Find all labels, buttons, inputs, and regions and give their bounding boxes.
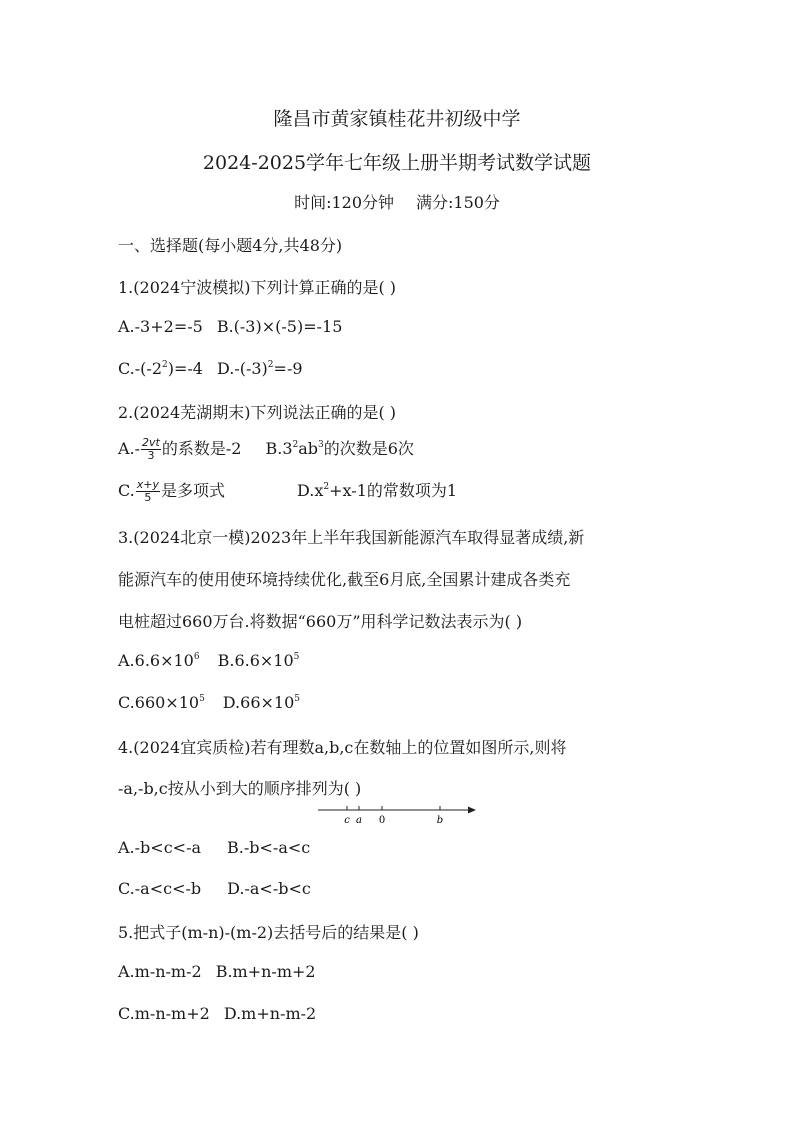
q2-option-d: $D.x^2+x-1$的常数项为1 (297, 481, 458, 500)
q3-option-d: $D.66\times 10^5$ (222, 693, 300, 712)
q4-stem-line2: -a,-b,c按从小到大的顺序排列为( ) (118, 779, 362, 798)
q1-option-a: A.-3+2=-5 (118, 317, 203, 336)
q4-option-a: A.-b<c<-a (118, 838, 202, 857)
q3-stem-line1: 3.(2024北京一模)2023年上半年我国新能源汽车取得显著成绩,新 (118, 528, 585, 547)
number-line-figure (318, 800, 480, 826)
q1-option-c: $C.-(-2^2)=-4$ (118, 359, 203, 378)
q4-options-cd (118, 879, 311, 898)
q2-fraction-c: $\frac{x+y}{5}$ (136, 478, 160, 504)
q5-options-cd (118, 1004, 316, 1023)
q2-options-cd (118, 478, 457, 504)
q5-option-a: A.m-n-m-2 (118, 962, 202, 981)
q5-stem: 5.把式子(m-n)-(m-2)去括号后的结果是( ) (118, 923, 419, 942)
q3-stem-line3: 电桩超过660万台.将数据“660万”用科学记数法表示为( ) (118, 612, 523, 631)
q2-stem: 2.(2024芜湖期末)下列说法正确的是( ) (118, 403, 397, 422)
q1-option-b: B.(-3)×(-5)=-15 (216, 317, 343, 336)
exam-title: 2024-2025学年七年级上册半期考试数学试题 (202, 152, 592, 174)
q2-options-ab (118, 436, 414, 462)
q4-options-ab (118, 838, 310, 857)
exam-time: 时间:120分钟 (294, 193, 394, 212)
exam-score: 满分:150分 (416, 193, 500, 212)
q4-option-d: D.-a<-b<c (227, 879, 311, 898)
q5-option-b: B.m+n-m+2 (215, 962, 316, 981)
q2-option-a: A.- $\frac{2vt}{3}$ 的系数是-2 (118, 436, 242, 462)
section-heading: 一、选择题(每小题4分,共48分) (118, 236, 343, 255)
label-a: a (356, 815, 362, 826)
school-name: 隆昌市黄家镇桂花井初级中学 (273, 108, 521, 130)
q2-fraction-a: $\frac{2vt}{3}$ (142, 436, 160, 462)
label-b: b (436, 815, 444, 826)
q1-stem: 1.(2024宁波模拟)下列计算正确的是( ) (118, 278, 397, 297)
q3-option-c: $C.660\times 10^5$ (118, 693, 205, 712)
q4-stem-line1: 4.(2024宜宾质检)若有理数a,b,c在数轴上的位置如图所示,则将 (118, 738, 567, 757)
number-line-arrow (468, 807, 476, 814)
q4-option-c: C.-a<c<-b (118, 879, 202, 898)
q5-option-c: C.m-n-m+2 (118, 1004, 210, 1023)
q2-option-b: $B.3^2ab^3$的次数是6次 (265, 439, 414, 458)
q2-option-c: C. $\frac{x+y}{5}$ 是多项式 (118, 478, 226, 504)
q5-options-ab (118, 962, 316, 981)
q5-option-d: D.m+n-m-2 (223, 1004, 317, 1023)
q1-options-ab (118, 317, 342, 336)
q3-options-cd (118, 693, 300, 712)
exam-info (0, 190, 794, 213)
label-zero: 0 (378, 815, 386, 826)
q4-option-b: B.-b<-a<c (227, 838, 311, 857)
q3-option-a: $A.6.6\times 10^6$ (118, 651, 200, 670)
q1-option-d: $D.-(-3)^2=-9$ (216, 359, 303, 378)
q3-stem-line2: 能源汽车的使用使环境持续优化,截至6月底,全国累计建成各类充 (118, 570, 571, 589)
label-c: c (344, 815, 350, 826)
q1-options-cd (118, 359, 303, 378)
q3-option-b: $B.6.6\times 10^5$ (217, 651, 300, 670)
q3-options-ab (118, 651, 299, 670)
